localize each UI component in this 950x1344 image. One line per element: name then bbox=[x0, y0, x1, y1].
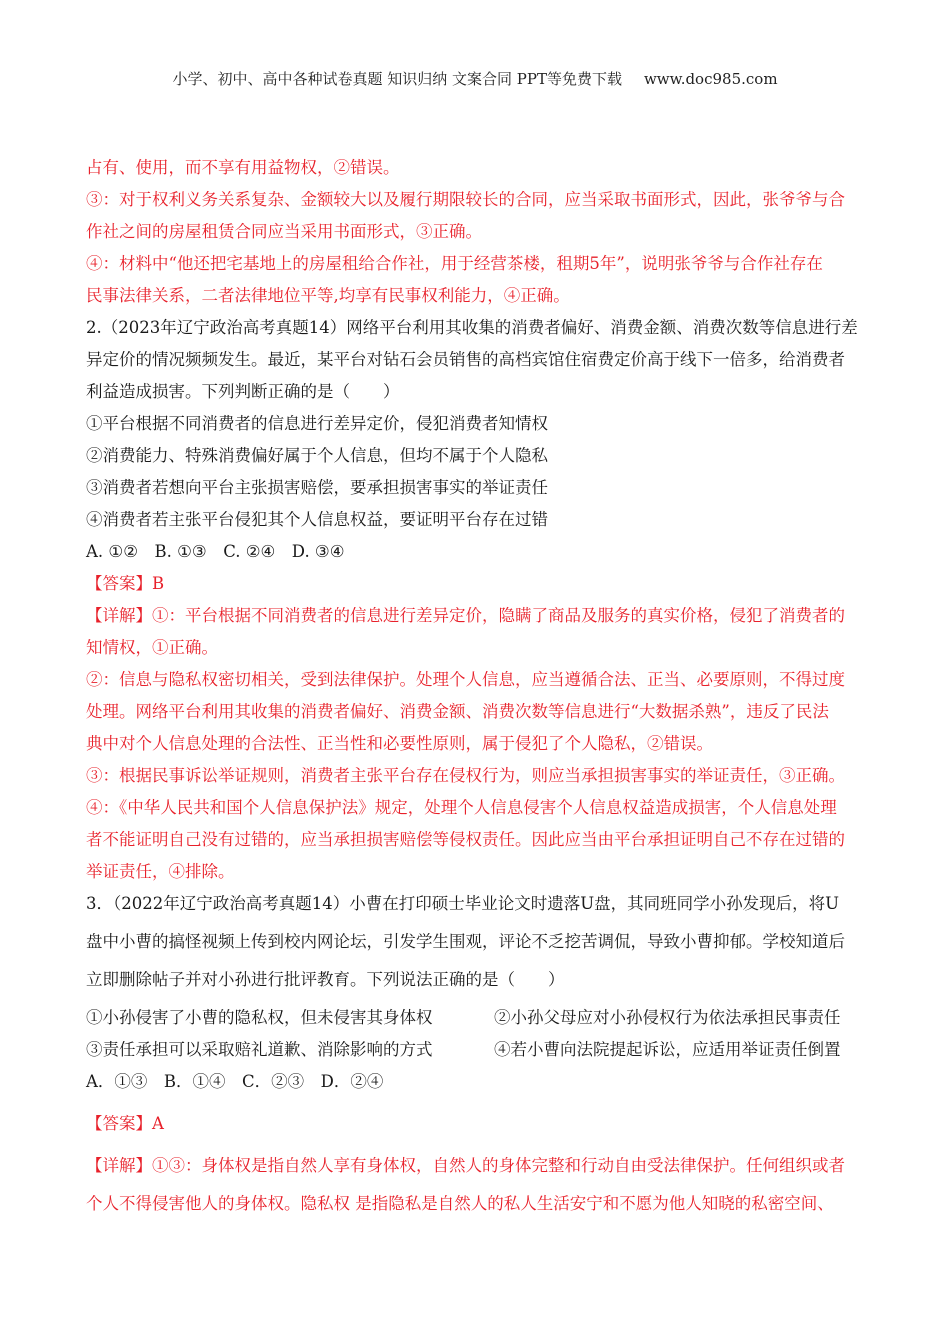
previous-explanation bbox=[86, 152, 868, 312]
statement-option: ②消费能力、特殊消费偏好属于个人信息，但均不属于个人隐私 bbox=[86, 446, 548, 465]
document-body bbox=[86, 152, 868, 1220]
statement-option: ①平台根据不同消费者的信息进行差异定价，侵犯消费者知情权 bbox=[86, 414, 548, 433]
statement-option: ③消费者若想向平台主张损害赔偿，要承担损害事实的举证责任 bbox=[86, 478, 548, 497]
explanation-line: ②：信息与隐私权密切相关，受到法律保护。处理个人信息，应当遵循合法、正当、必要原则，不得过度 bbox=[86, 670, 845, 689]
question-stem: 盘中小曹的搞怪视频上传到校内网论坛，引发学生围观，评论不乏挖苦调侃，导致小曹抑郁。学校知道后 bbox=[86, 932, 845, 951]
text-line: 民事法律关系，二者法律地位平等,均享有民事权利能力，④正确。 bbox=[86, 286, 570, 305]
question-3 bbox=[86, 888, 868, 1220]
text-line: 占有、使用，而不享有用益物权，②错误。 bbox=[86, 158, 400, 177]
header-url[interactable]: www.doc985.com bbox=[643, 70, 778, 88]
explanation-line: 知情权，①正确。 bbox=[86, 638, 218, 657]
question-stem: 利益造成损害。下列判断正确的是（ ） bbox=[86, 382, 400, 401]
statement-option: ④若小曹向法院提起诉讼，应适用举证责任倒置 bbox=[494, 1040, 841, 1059]
question-2 bbox=[86, 312, 868, 888]
answer-label: 【答案】A bbox=[86, 1114, 164, 1133]
text-line: ③：对于权利义务关系复杂、金额较大以及履行期限较长的合同，应当采取书面形式，因此，张爷爷与合 bbox=[86, 190, 845, 209]
option-row bbox=[86, 1002, 868, 1034]
explanation-line: 典中对个人信息处理的合法性、正当性和必要性原则，属于侵犯了个人隐私，②错误。 bbox=[86, 734, 713, 753]
question-stem: 2.（2023年辽宁政治高考真题14）网络平台利用其收集的消费者偏好、消费金额、消费次数等信息进行差 bbox=[86, 318, 858, 337]
statement-option: ②小孙父母应对小孙侵权行为依法承担民事责任 bbox=[494, 1008, 841, 1027]
text-line: ④：材料中“他还把宅基地上的房屋租给合作社，用于经营茶楼，租期5年”，说明张爷爷与合作社存在 bbox=[86, 254, 823, 273]
text-line: 作社之间的房屋租赁合同应当采用书面形式，③正确。 bbox=[86, 222, 482, 241]
explanation-line: 个人不得侵害他人的身体权。隐私权 是指隐私是自然人的私人生活安宁和不愿为他人知晓的私密空间、 bbox=[86, 1194, 834, 1213]
question-stem: 异定价的情况频频发生。最近，某平台对钻石会员销售的高档宾馆住宿费定价高于线下一倍多，给消费者 bbox=[86, 350, 845, 369]
explanation-line: 者不能证明自己没有过错的，应当承担损害赔偿等侵权责任。因此应当由平台承担证明自己不存在过错的 bbox=[86, 830, 845, 849]
statement-option: ④消费者若主张平台侵犯其个人信息权益，要证明平台存在过错 bbox=[86, 510, 548, 529]
header-banner-text: 小学、初中、高中各种试卷真题 知识归纳 文案合同 PPT等免费下载 bbox=[172, 70, 622, 88]
explanation-line: ③：根据民事诉讼举证规则，消费者主张平台存在侵权行为，则应当承担损害事实的举证责任，③正确。 bbox=[86, 766, 845, 785]
statement-option: ③责任承担可以采取赔礼道歉、消除影响的方式 bbox=[86, 1040, 433, 1059]
explanation-line: 处理。网络平台利用其收集的消费者偏好、消费金额、消费次数等信息进行“大数据杀熟”，违反了民法 bbox=[86, 702, 829, 721]
explanation-line: ④：《中华人民共和国个人信息保护法》规定，处理个人信息侵害个人信息权益造成损害，个人信息处理 bbox=[86, 798, 837, 817]
option-row bbox=[86, 1034, 868, 1066]
statement-option: ①小孙侵害了小曹的隐私权，但未侵害其身体权 bbox=[86, 1008, 433, 1027]
answer-choices: A. ①② B. ①③ C. ②④ D. ③④ bbox=[86, 542, 345, 561]
answer-label: 【答案】B bbox=[86, 574, 165, 593]
explanation-line: 【详解】①③：身体权是指自然人享有身体权，自然人的身体完整和行动自由受法律保护。任何组织或者 bbox=[86, 1156, 845, 1175]
page-header bbox=[0, 68, 950, 89]
question-stem: 3．（2022年辽宁政治高考真题14）小曹在打印硕士毕业论文时遗落U盘，其同班同学小孙发现后，将U bbox=[86, 894, 840, 913]
question-stem: 立即删除帖子并对小孙进行批评教育。下列说法正确的是（ ） bbox=[86, 970, 565, 989]
explanation-line: 【详解】①：平台根据不同消费者的信息进行差异定价，隐瞒了商品及服务的真实价格，侵犯了消费者的 bbox=[86, 606, 845, 625]
explanation-line: 举证责任，④排除。 bbox=[86, 862, 235, 881]
answer-choices: A．①③ B．①④ C．②③ D．②④ bbox=[86, 1072, 384, 1091]
